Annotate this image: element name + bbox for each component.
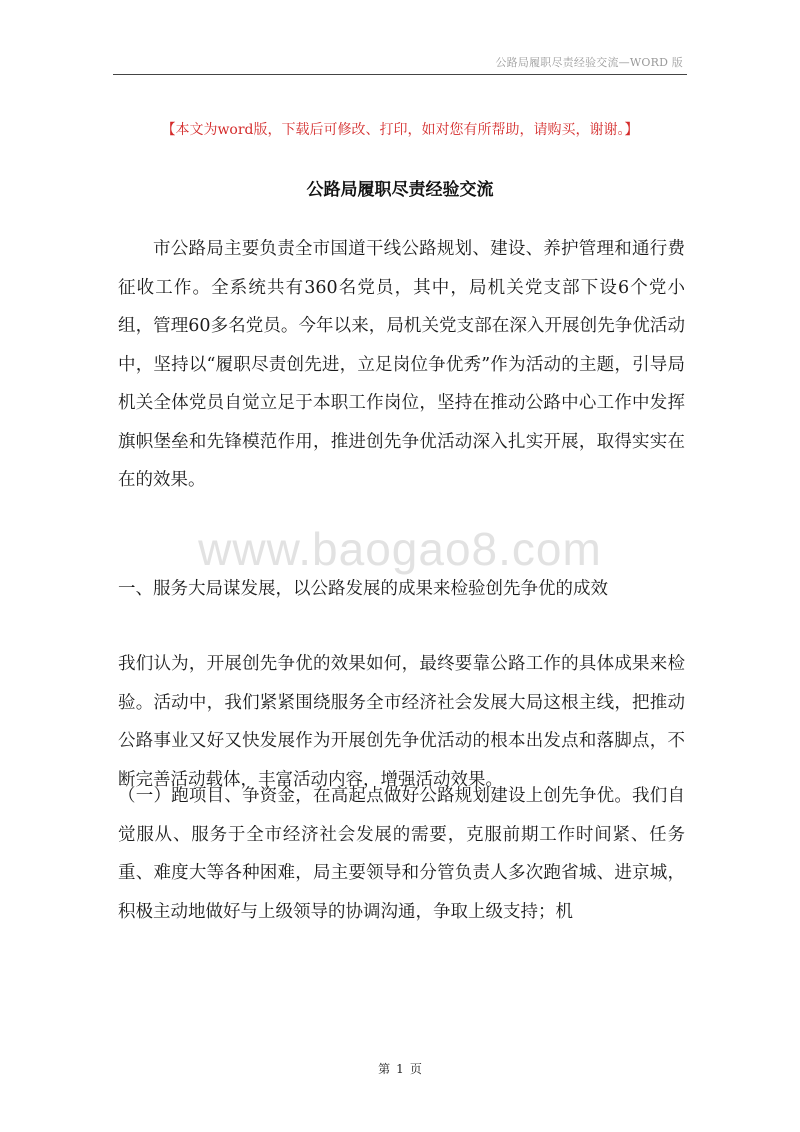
section-heading: 一、服务大局谋发展，以公路发展的成果来检验创先争优的成效 [118,579,608,599]
page-footer [113,1060,687,1077]
subsection-paragraph: （一）跑项目、争资金，在高起点做好公路规划建设上创先争优。我们自觉服从、服务于全市经济社会发展的需要，克服前期工作时间紧、任务重、难度大等各种困难，局主要领导和分管负责人多次跑省城、进京城，积极主动地做好与上级领导的协调沟通，争取上级支持；机 [118,786,685,922]
purchase-notice: 【本文为word版，下载后可修改、打印，如对您有所帮助，请购买，谢谢。】 [161,122,639,138]
footer-prefix: 第 [378,1062,391,1076]
running-header: 公路局履职尽责经验交流—WORD 版 [495,56,683,69]
document-title: 公路局履职尽责经验交流 [306,180,494,200]
footer-suffix: 页 [409,1062,422,1076]
header-divider [113,74,687,75]
page-number: 1 [396,1062,404,1076]
section-paragraph: 我们认为，开展创先争优的效果如何，最终要靠公路工作的具体成果来检验。活动中，我们紧紧围绕服务全市经济社会发展大局这根主线，把推动公路事业又好又快发展作为开展创先争优活动的根本出发点和落脚点，不断完善活动载体，丰富活动内容，增强活动效果。 [118,654,685,790]
watermark: www.baogao8.com [198,523,602,575]
intro-paragraph: 市公路局主要负责全市国道干线公路规划、建设、养护管理和通行费征收工作。全系统共有360名党员，其中，局机关党支部下设6个党小组，管理60多名党员。今年以来，局机关党支部在深入开展创先争优活动中，坚持以“履职尽责创先进，立足岗位争优秀”作为活动的主题，引导局机关全体党员自觉立足于本职工作岗位，坚持在推动公路中心工作中发挥旗帜堡垒和先锋模范作用，推进创先争优活动深入扎实开展，取得实实在在的效果。 [118,239,685,490]
